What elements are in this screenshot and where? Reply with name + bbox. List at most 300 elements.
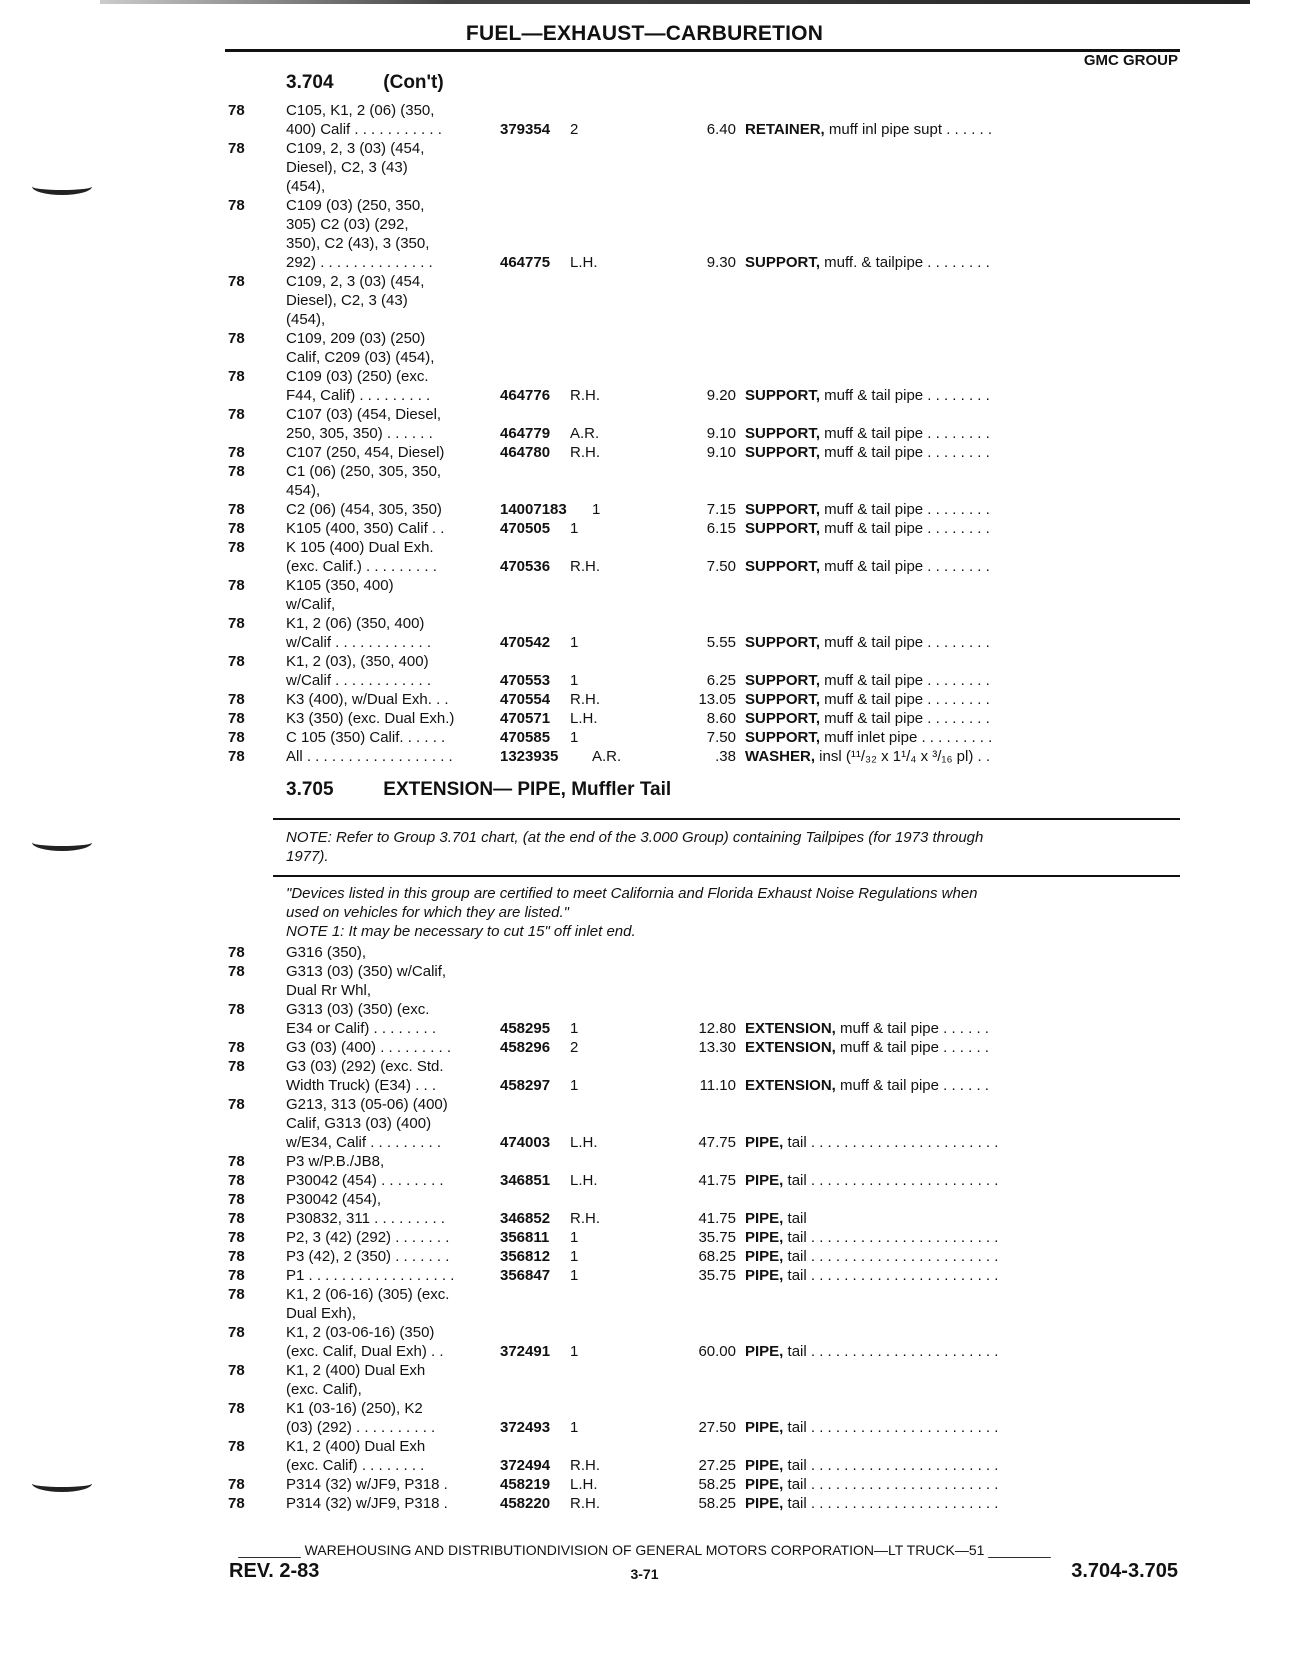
part-number: 458297	[500, 1077, 551, 1094]
table-row	[0, 1057, 1289, 1095]
model-year: 78	[228, 1248, 245, 1265]
price: 5.55	[706, 634, 736, 651]
quantity: R.H.	[570, 1210, 600, 1227]
part-number-cell	[500, 1456, 650, 1475]
part-number-cell	[500, 1475, 650, 1494]
application-text: K1, 2 (06-16) (305) (exc. Dual Exh),	[286, 1286, 450, 1322]
price: 9.20	[706, 387, 736, 404]
description-noun: PIPE,	[745, 1267, 784, 1284]
application-text: C107 (03) (454, Diesel, 250, 305, 350) . . . . . .	[286, 406, 442, 442]
description	[745, 1171, 998, 1190]
part-number: 372493	[500, 1419, 551, 1436]
table-row	[0, 367, 1289, 405]
table-row	[0, 500, 1289, 519]
quantity: 1	[592, 501, 601, 518]
price: 35.75	[698, 1267, 736, 1284]
table-row	[0, 443, 1289, 462]
model-year: 78	[228, 1210, 245, 1227]
description	[745, 690, 990, 709]
description	[745, 253, 990, 272]
part-number-cell	[500, 1247, 650, 1266]
section-number: 3.704	[286, 72, 334, 93]
part-number-cell	[500, 519, 650, 538]
price: 6.40	[706, 121, 736, 138]
description-detail: tail	[783, 1210, 807, 1227]
quantity: L.H.	[570, 710, 598, 727]
description-detail: tail . . . . . . . . . . . . . . . . . . . . . . .	[783, 1134, 999, 1151]
part-number-cell	[500, 1038, 650, 1057]
table-row	[0, 462, 1289, 500]
application-text: G3 (03) (400) . . . . . . . . .	[286, 1039, 452, 1056]
model-year: 78	[228, 1001, 245, 1018]
model-year: 78	[228, 710, 245, 727]
model-year: 78	[228, 1286, 245, 1303]
description-noun: SUPPORT,	[745, 710, 821, 727]
model-year: 78	[228, 615, 245, 632]
description-detail: muff & tail pipe . . . . . . . .	[820, 425, 990, 442]
application-text: K3 (400), w/Dual Exh. . .	[286, 691, 449, 708]
model-year: 78	[228, 1400, 245, 1417]
description-detail: muff & tail pipe . . . . . .	[835, 1077, 989, 1094]
table-row	[0, 709, 1289, 728]
price: 58.25	[698, 1495, 736, 1512]
quantity: R.H.	[570, 691, 600, 708]
group-label: GMC GROUP	[1083, 52, 1178, 69]
description-detail: insl (¹¹/₃₂ x 1¹/₄ x ³/₁₆ pl) . .	[815, 748, 991, 765]
model-year: 78	[228, 444, 245, 461]
table-row	[0, 139, 1289, 196]
price: 6.25	[706, 672, 736, 689]
description-detail: muff & tail pipe . . . . . .	[835, 1020, 989, 1037]
model-year: 78	[228, 539, 245, 556]
application-text: P30832, 311 . . . . . . . . .	[286, 1210, 445, 1227]
header-rule	[225, 49, 1180, 52]
model-year: 78	[228, 1476, 245, 1493]
model-year: 78	[228, 1172, 245, 1189]
description-detail: muff & tail pipe . . . . . . . .	[820, 634, 990, 651]
description-detail: tail . . . . . . . . . . . . . . . . . . . . . . .	[783, 1457, 999, 1474]
binder-hole-mark	[32, 178, 92, 195]
description-noun: EXTENSION,	[745, 1077, 836, 1094]
application-text: K3 (350) (exc. Dual Exh.)	[286, 710, 455, 727]
description-detail: tail . . . . . . . . . . . . . . . . . . . . . . .	[783, 1495, 999, 1512]
part-number-cell	[500, 1209, 650, 1228]
quantity: 2	[570, 121, 579, 138]
part-number: 356812	[500, 1248, 551, 1265]
application-text: K1 (03-16) (250), K2 (03) (292) . . . . . . . . . .	[286, 1400, 436, 1436]
description-detail: muff & tail pipe . . . . . . . .	[820, 501, 990, 518]
part-number: 470585	[500, 729, 551, 746]
part-number-cell	[500, 690, 650, 709]
quantity: R.H.	[570, 1457, 600, 1474]
part-number: 470536	[500, 558, 551, 575]
price: 68.25	[698, 1248, 736, 1265]
description-noun: PIPE,	[745, 1457, 784, 1474]
part-number-cell	[500, 1133, 650, 1152]
model-year: 78	[228, 944, 245, 961]
part-number-cell	[500, 1266, 650, 1285]
model-year: 78	[228, 368, 245, 385]
price: 7.50	[706, 729, 736, 746]
application-text: All . . . . . . . . . . . . . . . . . .	[286, 748, 453, 765]
footer-group-range: 3.704-3.705	[1071, 1560, 1178, 1582]
description	[745, 633, 990, 652]
model-year: 78	[228, 577, 245, 594]
description-noun: PIPE,	[745, 1343, 784, 1360]
price: 11.10	[699, 1077, 736, 1094]
description-detail: tail . . . . . . . . . . . . . . . . . . . . . . .	[783, 1172, 999, 1189]
description	[745, 1475, 998, 1494]
model-year: 78	[228, 197, 245, 214]
part-number: 464776	[500, 387, 551, 404]
model-year: 78	[228, 1362, 245, 1379]
part-number: 346851	[500, 1172, 551, 1189]
description	[745, 386, 990, 405]
description-noun: SUPPORT,	[745, 254, 821, 271]
part-number-cell	[500, 1171, 650, 1190]
model-year: 78	[228, 406, 245, 423]
price: .38	[715, 748, 736, 765]
quantity: 1	[570, 672, 579, 689]
description	[745, 443, 990, 462]
part-number-cell	[500, 120, 650, 139]
application-text: C1 (06) (250, 305, 350, 454),	[286, 463, 442, 499]
application-text: P314 (32) w/JF9, P318 .	[286, 1495, 448, 1512]
table-row	[0, 652, 1289, 690]
model-year: 78	[228, 1058, 245, 1075]
table-row	[0, 1266, 1289, 1285]
quantity: 1	[570, 1343, 579, 1360]
description-noun: PIPE,	[745, 1229, 784, 1246]
table-row	[0, 1190, 1289, 1209]
price: 9.10	[706, 425, 736, 442]
application-text: C109, 2, 3 (03) (454, Diesel), C2, 3 (43) (454),	[286, 273, 425, 328]
description-detail: muff & tail pipe . . . . . . . .	[820, 672, 990, 689]
part-number: 470542	[500, 634, 551, 651]
application-text: K105 (350, 400) w/Calif,	[286, 577, 394, 613]
part-number-cell	[500, 1228, 650, 1247]
footer-page-number: 3-71	[630, 1566, 659, 1582]
table-row	[0, 1323, 1289, 1361]
description	[745, 1266, 998, 1285]
description-noun: PIPE,	[745, 1495, 784, 1512]
table-row	[0, 1000, 1289, 1038]
description	[745, 728, 992, 747]
price: 41.75	[698, 1172, 736, 1189]
table-row	[0, 1399, 1289, 1437]
table-row	[0, 405, 1289, 443]
description-noun: SUPPORT,	[745, 691, 821, 708]
description-noun: EXTENSION,	[745, 1020, 836, 1037]
part-number: 356847	[500, 1267, 551, 1284]
part-number: 458296	[500, 1039, 551, 1056]
model-year: 78	[228, 1229, 245, 1246]
footer-revision: REV. 2-83	[229, 1560, 320, 1582]
quantity: R.H.	[570, 558, 600, 575]
description	[745, 1076, 989, 1095]
description-detail: muff inl pipe supt . . . . . .	[824, 121, 993, 138]
model-year: 78	[228, 653, 245, 670]
part-number: 458295	[500, 1020, 551, 1037]
section-heading-3-704	[286, 72, 444, 94]
model-year: 78	[228, 1039, 245, 1056]
application-text: C109, 209 (03) (250) Calif, C209 (03) (454),	[286, 330, 435, 366]
price: 8.60	[706, 710, 736, 727]
description-detail: muff & tail pipe . . . . . . . .	[820, 520, 990, 537]
quantity: R.H.	[570, 1495, 600, 1512]
table-row	[0, 1361, 1289, 1399]
part-number: 470554	[500, 691, 551, 708]
description	[745, 1456, 998, 1475]
quantity: R.H.	[570, 387, 600, 404]
description-detail: muff inlet pipe . . . . . . . . .	[820, 729, 993, 746]
page-title: FUEL—EXHAUST—CARBURETION	[465, 22, 824, 45]
part-number-cell	[500, 386, 650, 405]
price: 7.15	[706, 501, 736, 518]
table-row	[0, 329, 1289, 367]
model-year: 78	[228, 463, 245, 480]
description-noun: PIPE,	[745, 1419, 784, 1436]
part-number: 470571	[500, 710, 551, 727]
application-text: C105, K1, 2 (06) (350, 400) Calif . . . . . . . . . . .	[286, 102, 442, 138]
description	[745, 1228, 998, 1247]
quantity: 1	[570, 1267, 579, 1284]
part-number-cell	[500, 424, 650, 443]
description-noun: SUPPORT,	[745, 387, 821, 404]
quantity: 1	[570, 1077, 579, 1094]
section-title: EXTENSION— PIPE, Muffler Tail	[383, 779, 672, 800]
table-row	[0, 962, 1289, 1000]
description-detail: muff & tail pipe . . . . . . . .	[820, 691, 990, 708]
application-text: C109 (03) (250) (exc. F44, Calif) . . . . . . . . .	[286, 368, 431, 404]
application-text: K1, 2 (400) Dual Exh (exc. Calif),	[286, 1362, 426, 1398]
model-year: 78	[228, 102, 245, 119]
price: 27.25	[698, 1457, 736, 1474]
quantity: A.R.	[570, 425, 600, 442]
part-number: 470505	[500, 520, 551, 537]
description	[745, 1247, 998, 1266]
quantity: 1	[570, 729, 579, 746]
model-year: 78	[228, 1438, 245, 1455]
application-text: P3 w/P.B./JB8,	[286, 1153, 385, 1170]
application-text: G316 (350),	[286, 944, 367, 961]
description-noun: SUPPORT,	[745, 520, 821, 537]
application-text: K 105 (400) Dual Exh. (exc. Calif.) . . . . . . . . .	[286, 539, 437, 575]
section-number: 3.705	[286, 779, 334, 800]
description	[745, 747, 990, 766]
description-detail: muff & tail pipe . . . . . . . .	[820, 387, 990, 404]
quantity: L.H.	[570, 1476, 598, 1493]
description	[745, 519, 990, 538]
application-text: P30042 (454) . . . . . . . .	[286, 1172, 444, 1189]
section-title: (Con't)	[383, 72, 444, 93]
application-text: C2 (06) (454, 305, 350)	[286, 501, 442, 518]
footer-division-line: ________ WAREHOUSING AND DISTRIBUTIONDIVISION OF GENERAL MOTORS CORPORATION—LT TRUCK—51 ________	[238, 1542, 1051, 1558]
table-row	[0, 1285, 1289, 1323]
application-text: P1 . . . . . . . . . . . . . . . . . .	[286, 1267, 455, 1284]
description	[745, 120, 992, 139]
description-detail: tail . . . . . . . . . . . . . . . . . . . . . . .	[783, 1476, 999, 1493]
model-year: 78	[228, 520, 245, 537]
quantity: L.H.	[570, 1172, 598, 1189]
description-noun: WASHER,	[745, 748, 816, 765]
description-noun: PIPE,	[745, 1476, 784, 1493]
description-noun: SUPPORT,	[745, 672, 821, 689]
description-detail: muff & tail pipe . . . . . . . .	[820, 710, 990, 727]
description	[745, 1494, 998, 1513]
description	[745, 1209, 807, 1228]
note-rule-top	[273, 818, 1180, 820]
part-number-cell	[500, 671, 650, 690]
price: 6.15	[706, 520, 736, 537]
description	[745, 557, 990, 576]
description-noun: SUPPORT,	[745, 501, 821, 518]
model-year: 78	[228, 748, 245, 765]
part-number: 464775	[500, 254, 551, 271]
description	[745, 709, 990, 728]
price: 60.00	[698, 1343, 736, 1360]
table-row	[0, 538, 1289, 576]
model-year: 78	[228, 140, 245, 157]
description-noun: EXTENSION,	[745, 1039, 836, 1056]
table-row	[0, 196, 1289, 272]
description-detail: muff & tail pipe . . . . . .	[835, 1039, 989, 1056]
description	[745, 1038, 989, 1057]
page-top-edge	[100, 0, 1250, 4]
quantity: 2	[570, 1039, 579, 1056]
part-number: 458219	[500, 1476, 551, 1493]
description-noun: SUPPORT,	[745, 444, 821, 461]
price: 12.80	[698, 1020, 736, 1037]
table-row	[0, 747, 1289, 766]
table-row	[0, 1228, 1289, 1247]
part-number: 470553	[500, 672, 551, 689]
part-number-cell	[500, 500, 650, 519]
part-number: 458220	[500, 1495, 551, 1512]
binder-hole-mark	[32, 834, 92, 851]
table-row	[0, 272, 1289, 329]
model-year: 78	[228, 501, 245, 518]
part-number-cell	[500, 709, 650, 728]
application-text: K1, 2 (400) Dual Exh (exc. Calif) . . . . . . . .	[286, 1438, 426, 1474]
price: 41.75	[698, 1210, 736, 1227]
part-number-cell	[500, 1019, 650, 1038]
description-noun: SUPPORT,	[745, 634, 821, 651]
part-number-cell	[500, 633, 650, 652]
quantity: L.H.	[570, 1134, 598, 1151]
description-noun: SUPPORT,	[745, 425, 821, 442]
section-heading-3-705	[286, 779, 671, 801]
model-year: 78	[228, 1495, 245, 1512]
part-number: 464779	[500, 425, 551, 442]
price: 7.50	[706, 558, 736, 575]
part-number: 372494	[500, 1457, 551, 1474]
table-row	[0, 728, 1289, 747]
application-text: K1, 2 (03-06-16) (350) (exc. Calif, Dual Exh) . .	[286, 1324, 444, 1360]
part-number-cell	[500, 747, 650, 766]
application-text: G213, 313 (05-06) (400) Calif, G313 (03) (400) w/E34, Calif . . . . . . . . .	[286, 1096, 448, 1151]
description-detail: tail . . . . . . . . . . . . . . . . . . . . . . .	[783, 1267, 999, 1284]
price: 35.75	[698, 1229, 736, 1246]
description-noun: PIPE,	[745, 1172, 784, 1189]
table-row	[0, 1209, 1289, 1228]
price: 27.50	[698, 1419, 736, 1436]
model-year: 78	[228, 691, 245, 708]
application-text: C107 (250, 454, Diesel)	[286, 444, 445, 461]
table-row	[0, 1038, 1289, 1057]
description	[745, 424, 990, 443]
part-number-cell	[500, 1076, 650, 1095]
price: 9.10	[706, 444, 736, 461]
model-year: 78	[228, 1324, 245, 1341]
application-text: P314 (32) w/JF9, P318 .	[286, 1476, 448, 1493]
part-number: 379354	[500, 121, 551, 138]
table-row	[0, 1247, 1289, 1266]
quantity: 1	[570, 520, 579, 537]
table-row	[0, 1475, 1289, 1494]
description-detail: tail . . . . . . . . . . . . . . . . . . . . . . .	[783, 1343, 999, 1360]
price: 9.30	[706, 254, 736, 271]
description	[745, 1019, 989, 1038]
application-text: C109 (03) (250, 350, 305) C2 (03) (292, 350), C2 (43), 3 (350, 292) . . . . . . . . . . . . . .	[286, 197, 433, 271]
part-number: 14007183	[500, 501, 567, 518]
part-number: 346852	[500, 1210, 551, 1227]
table-row	[0, 519, 1289, 538]
description-noun: SUPPORT,	[745, 558, 821, 575]
description	[745, 1342, 998, 1361]
description-detail: muff. & tailpipe . . . . . . . .	[820, 254, 990, 271]
description-detail: tail . . . . . . . . . . . . . . . . . . . . . . .	[783, 1248, 999, 1265]
quantity: 1	[570, 1248, 579, 1265]
application-text: P2, 3 (42) (292) . . . . . . .	[286, 1229, 450, 1246]
part-number: 464780	[500, 444, 551, 461]
price: 13.05	[698, 691, 736, 708]
quantity: A.R.	[592, 748, 622, 765]
description-detail: tail . . . . . . . . . . . . . . . . . . . . . . .	[783, 1229, 999, 1246]
table-row	[0, 1095, 1289, 1152]
part-number-cell	[500, 1418, 650, 1437]
part-number: 474003	[500, 1134, 551, 1151]
part-number-cell	[500, 728, 650, 747]
description-noun: PIPE,	[745, 1210, 784, 1227]
price: 13.30	[698, 1039, 736, 1056]
price: 47.75	[698, 1134, 736, 1151]
description-detail: muff & tail pipe . . . . . . . .	[820, 558, 990, 575]
table-row	[0, 1152, 1289, 1171]
part-number: 1323935	[500, 748, 559, 765]
application-text: K105 (400, 350) Calif . .	[286, 520, 445, 537]
table-row	[0, 614, 1289, 652]
model-year: 78	[228, 273, 245, 290]
table-row	[0, 943, 1289, 962]
note-tailpipe-chart: NOTE: Refer to Group 3.701 chart, (at the end of the 3.000 Group) containing Tailpipes (for 1973 through 1977).	[286, 829, 984, 865]
application-text: C109, 2, 3 (03) (454, Diesel), C2, 3 (43) (454),	[286, 140, 425, 195]
part-number-cell	[500, 557, 650, 576]
note-rule-bottom	[273, 875, 1180, 877]
model-year: 78	[228, 1096, 245, 1113]
model-year: 78	[228, 1153, 245, 1170]
application-text: P30042 (454),	[286, 1191, 382, 1208]
note-certification: "Devices listed in this group are certified to meet California and Florida Exhaust Noise Regulations when used on vehicles for which they are listed."	[286, 885, 978, 921]
table-row	[0, 101, 1289, 139]
model-year: 78	[228, 1267, 245, 1284]
quantity: R.H.	[570, 444, 600, 461]
part-number: 356811	[500, 1229, 550, 1246]
description	[745, 671, 990, 690]
note-cut-inlet: NOTE 1: It may be necessary to cut 15" off inlet end.	[286, 923, 636, 940]
application-text: P3 (42), 2 (350) . . . . . . .	[286, 1248, 450, 1265]
binder-hole-mark	[32, 1475, 92, 1492]
